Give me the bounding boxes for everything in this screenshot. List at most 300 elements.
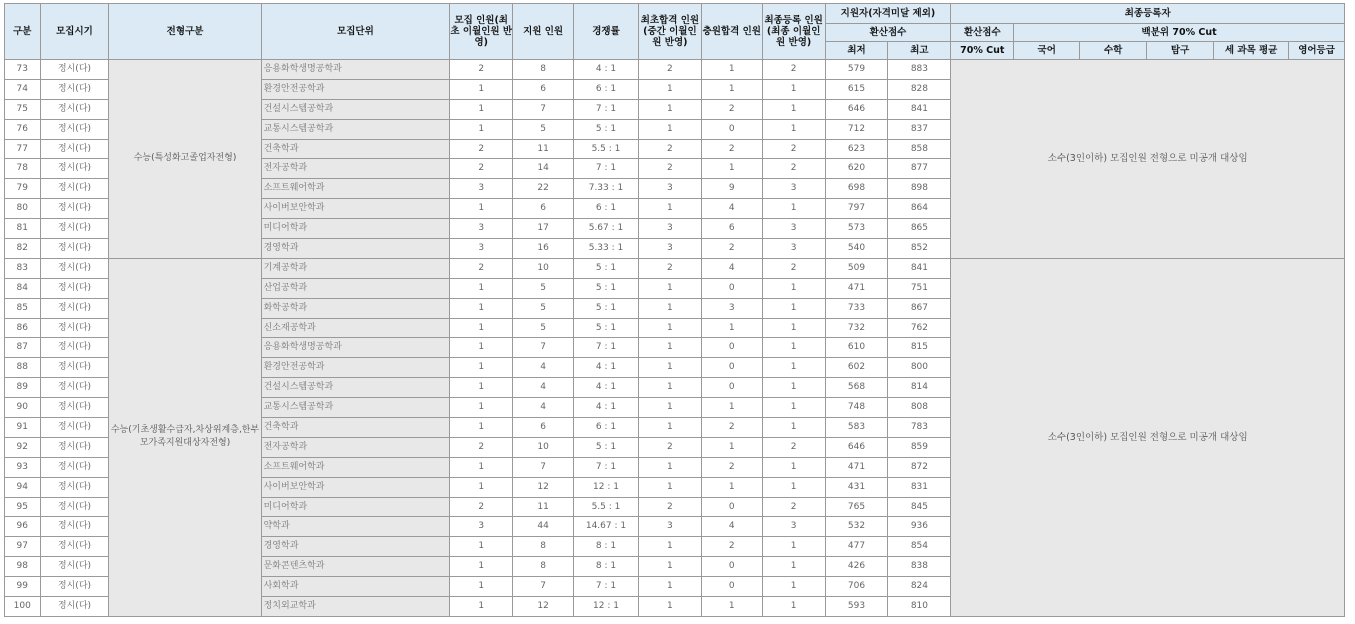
row-initial: 1 xyxy=(638,557,701,577)
row-refill: 2 xyxy=(701,418,762,438)
row-max: 783 xyxy=(888,418,951,438)
header-refill: 충원합격 인원 xyxy=(701,4,762,60)
row-unit: 약학과 xyxy=(261,517,450,537)
row-period: 정시(다) xyxy=(40,597,109,617)
row-min: 568 xyxy=(825,378,888,398)
row-unit: 소프트웨어학과 xyxy=(261,179,450,199)
row-ratio: 7.33 : 1 xyxy=(574,179,639,199)
row-max: 865 xyxy=(888,219,951,239)
row-ratio: 6 : 1 xyxy=(574,79,639,99)
row-ratio: 5 : 1 xyxy=(574,318,639,338)
row-period: 정시(다) xyxy=(40,577,109,597)
row-period: 정시(다) xyxy=(40,298,109,318)
row-refill: 4 xyxy=(701,517,762,537)
row-unit: 화학공학과 xyxy=(261,298,450,318)
row-ratio: 12 : 1 xyxy=(574,477,639,497)
row-no: 100 xyxy=(5,597,41,617)
row-no: 93 xyxy=(5,457,41,477)
row-min: 426 xyxy=(825,557,888,577)
undisclosed-note: 소수(3인이하) 모집인원 전형으로 미공개 대상임 xyxy=(951,60,1345,259)
row-max: 859 xyxy=(888,437,951,457)
row-final: 2 xyxy=(762,159,825,179)
row-min: 477 xyxy=(825,537,888,557)
row-final: 1 xyxy=(762,477,825,497)
row-unit: 사회학과 xyxy=(261,577,450,597)
row-min: 712 xyxy=(825,119,888,139)
row-quota: 1 xyxy=(450,318,513,338)
row-period: 정시(다) xyxy=(40,497,109,517)
row-period: 정시(다) xyxy=(40,537,109,557)
row-initial: 1 xyxy=(638,457,701,477)
row-applicants: 5 xyxy=(513,298,574,318)
row-no: 92 xyxy=(5,437,41,457)
row-initial: 1 xyxy=(638,298,701,318)
row-initial: 1 xyxy=(638,577,701,597)
row-no: 94 xyxy=(5,477,41,497)
row-period: 정시(다) xyxy=(40,258,109,278)
row-min: 732 xyxy=(825,318,888,338)
row-applicants: 5 xyxy=(513,278,574,298)
row-max: 808 xyxy=(888,398,951,418)
row-final: 1 xyxy=(762,199,825,219)
row-no: 97 xyxy=(5,537,41,557)
row-min: 593 xyxy=(825,597,888,617)
row-max: 845 xyxy=(888,497,951,517)
row-applicants: 12 xyxy=(513,477,574,497)
row-max: 828 xyxy=(888,79,951,99)
row-refill: 0 xyxy=(701,497,762,517)
row-period: 정시(다) xyxy=(40,318,109,338)
row-initial: 1 xyxy=(638,79,701,99)
row-unit: 응용화학생명공학과 xyxy=(261,338,450,358)
row-final: 1 xyxy=(762,99,825,119)
row-quota: 1 xyxy=(450,298,513,318)
header-applicants-group: 지원자(자격미달 제외) xyxy=(825,4,951,24)
row-applicants: 7 xyxy=(513,577,574,597)
row-unit: 사이버보안학과 xyxy=(261,199,450,219)
row-initial: 2 xyxy=(638,497,701,517)
row-ratio: 5.67 : 1 xyxy=(574,219,639,239)
row-applicants: 6 xyxy=(513,199,574,219)
row-initial: 1 xyxy=(638,199,701,219)
row-no: 96 xyxy=(5,517,41,537)
row-quota: 1 xyxy=(450,378,513,398)
row-applicants: 11 xyxy=(513,497,574,517)
row-unit: 건설시스템공학과 xyxy=(261,99,450,119)
row-applicants: 8 xyxy=(513,60,574,80)
row-quota: 2 xyxy=(450,139,513,159)
row-quota: 2 xyxy=(450,258,513,278)
row-unit: 문화콘텐츠학과 xyxy=(261,557,450,577)
row-refill: 1 xyxy=(701,398,762,418)
row-no: 86 xyxy=(5,318,41,338)
row-applicants: 4 xyxy=(513,398,574,418)
row-ratio: 6 : 1 xyxy=(574,199,639,219)
row-min: 706 xyxy=(825,577,888,597)
row-min: 431 xyxy=(825,477,888,497)
row-unit: 소프트웨어학과 xyxy=(261,457,450,477)
row-no: 75 xyxy=(5,99,41,119)
row-initial: 1 xyxy=(638,119,701,139)
row-final: 1 xyxy=(762,278,825,298)
row-final: 1 xyxy=(762,358,825,378)
row-final: 1 xyxy=(762,318,825,338)
row-no: 83 xyxy=(5,258,41,278)
row-ratio: 14.67 : 1 xyxy=(574,517,639,537)
row-min: 579 xyxy=(825,60,888,80)
row-initial: 1 xyxy=(638,378,701,398)
admission-type: 수능(특성화고졸업자전형) xyxy=(109,60,261,259)
row-period: 정시(다) xyxy=(40,199,109,219)
row-ratio: 4 : 1 xyxy=(574,398,639,418)
row-unit: 신소재공학과 xyxy=(261,318,450,338)
row-refill: 0 xyxy=(701,358,762,378)
row-applicants: 8 xyxy=(513,557,574,577)
row-refill: 1 xyxy=(701,437,762,457)
row-applicants: 4 xyxy=(513,378,574,398)
row-min: 471 xyxy=(825,278,888,298)
row-max: 864 xyxy=(888,199,951,219)
row-quota: 1 xyxy=(450,338,513,358)
header-avg3: 세 과목 평균 xyxy=(1214,42,1289,60)
row-refill: 2 xyxy=(701,139,762,159)
row-period: 정시(다) xyxy=(40,219,109,239)
row-no: 85 xyxy=(5,298,41,318)
row-no: 79 xyxy=(5,179,41,199)
row-min: 532 xyxy=(825,517,888,537)
row-refill: 1 xyxy=(701,79,762,99)
row-max: 838 xyxy=(888,557,951,577)
table-row xyxy=(5,60,1345,80)
row-initial: 1 xyxy=(638,597,701,617)
row-min: 733 xyxy=(825,298,888,318)
table-body xyxy=(5,60,1345,617)
row-no: 73 xyxy=(5,60,41,80)
row-refill: 2 xyxy=(701,99,762,119)
row-max: 815 xyxy=(888,338,951,358)
header-min: 최저 xyxy=(825,42,888,60)
row-initial: 2 xyxy=(638,60,701,80)
row-max: 858 xyxy=(888,139,951,159)
row-max: 831 xyxy=(888,477,951,497)
row-quota: 1 xyxy=(450,537,513,557)
row-no: 89 xyxy=(5,378,41,398)
row-no: 81 xyxy=(5,219,41,239)
row-applicants: 11 xyxy=(513,139,574,159)
row-ratio: 5 : 1 xyxy=(574,258,639,278)
row-min: 615 xyxy=(825,79,888,99)
row-final: 1 xyxy=(762,338,825,358)
row-quota: 1 xyxy=(450,199,513,219)
header-max: 최고 xyxy=(888,42,951,60)
row-no: 91 xyxy=(5,418,41,438)
row-refill: 2 xyxy=(701,537,762,557)
row-no: 90 xyxy=(5,398,41,418)
row-refill: 0 xyxy=(701,278,762,298)
row-refill: 9 xyxy=(701,179,762,199)
row-max: 898 xyxy=(888,179,951,199)
row-ratio: 5.5 : 1 xyxy=(574,497,639,517)
row-min: 602 xyxy=(825,358,888,378)
header-final-conv-score: 환산점수 xyxy=(951,24,1014,42)
row-no: 77 xyxy=(5,139,41,159)
row-applicants: 10 xyxy=(513,437,574,457)
row-min: 471 xyxy=(825,457,888,477)
row-ratio: 5 : 1 xyxy=(574,119,639,139)
row-ratio: 5.33 : 1 xyxy=(574,239,639,259)
row-initial: 3 xyxy=(638,179,701,199)
row-unit: 산업공학과 xyxy=(261,278,450,298)
row-final: 3 xyxy=(762,219,825,239)
row-min: 509 xyxy=(825,258,888,278)
row-quota: 2 xyxy=(450,60,513,80)
row-min: 646 xyxy=(825,99,888,119)
row-applicants: 5 xyxy=(513,318,574,338)
row-final: 3 xyxy=(762,239,825,259)
row-final: 1 xyxy=(762,577,825,597)
header-no: 구분 xyxy=(5,4,41,60)
row-unit: 경영학과 xyxy=(261,537,450,557)
row-refill: 4 xyxy=(701,258,762,278)
row-quota: 2 xyxy=(450,497,513,517)
row-ratio: 12 : 1 xyxy=(574,597,639,617)
row-max: 810 xyxy=(888,597,951,617)
row-quota: 1 xyxy=(450,418,513,438)
row-unit: 전자공학과 xyxy=(261,437,450,457)
row-final: 1 xyxy=(762,378,825,398)
header-inquiry: 탐구 xyxy=(1147,42,1214,60)
row-min: 646 xyxy=(825,437,888,457)
row-final: 1 xyxy=(762,597,825,617)
row-quota: 3 xyxy=(450,239,513,259)
header-conv-score: 환산점수 xyxy=(825,24,951,42)
row-initial: 1 xyxy=(638,537,701,557)
row-ratio: 4 : 1 xyxy=(574,358,639,378)
row-no: 80 xyxy=(5,199,41,219)
row-refill: 0 xyxy=(701,557,762,577)
row-ratio: 5.5 : 1 xyxy=(574,139,639,159)
row-initial: 3 xyxy=(638,517,701,537)
row-refill: 6 xyxy=(701,219,762,239)
row-period: 정시(다) xyxy=(40,398,109,418)
row-applicants: 12 xyxy=(513,597,574,617)
header-ratio: 경쟁률 xyxy=(574,4,639,60)
row-refill: 0 xyxy=(701,338,762,358)
row-final: 2 xyxy=(762,60,825,80)
row-max: 867 xyxy=(888,298,951,318)
row-final: 1 xyxy=(762,79,825,99)
row-quota: 1 xyxy=(450,597,513,617)
row-period: 정시(다) xyxy=(40,119,109,139)
row-applicants: 22 xyxy=(513,179,574,199)
row-no: 76 xyxy=(5,119,41,139)
row-period: 정시(다) xyxy=(40,418,109,438)
row-refill: 0 xyxy=(701,119,762,139)
row-period: 정시(다) xyxy=(40,517,109,537)
row-quota: 1 xyxy=(450,577,513,597)
undisclosed-note: 소수(3인이하) 모집인원 전형으로 미공개 대상임 xyxy=(951,258,1345,616)
row-ratio: 4 : 1 xyxy=(574,60,639,80)
row-period: 정시(다) xyxy=(40,437,109,457)
row-refill: 1 xyxy=(701,159,762,179)
row-no: 78 xyxy=(5,159,41,179)
row-max: 852 xyxy=(888,239,951,259)
row-final: 1 xyxy=(762,298,825,318)
header-korean: 국어 xyxy=(1014,42,1080,60)
row-final: 2 xyxy=(762,258,825,278)
row-max: 883 xyxy=(888,60,951,80)
row-quota: 1 xyxy=(450,557,513,577)
row-quota: 3 xyxy=(450,179,513,199)
header-percentile: 백분위 70% Cut xyxy=(1014,24,1345,42)
row-quota: 1 xyxy=(450,457,513,477)
row-initial: 2 xyxy=(638,159,701,179)
row-max: 814 xyxy=(888,378,951,398)
row-applicants: 5 xyxy=(513,119,574,139)
row-quota: 1 xyxy=(450,119,513,139)
row-max: 872 xyxy=(888,457,951,477)
row-min: 610 xyxy=(825,338,888,358)
row-final: 2 xyxy=(762,139,825,159)
row-applicants: 7 xyxy=(513,99,574,119)
row-min: 623 xyxy=(825,139,888,159)
header-cut70: 70% Cut xyxy=(951,42,1014,60)
row-ratio: 5 : 1 xyxy=(574,278,639,298)
row-min: 620 xyxy=(825,159,888,179)
row-no: 74 xyxy=(5,79,41,99)
row-applicants: 4 xyxy=(513,358,574,378)
row-refill: 1 xyxy=(701,60,762,80)
row-applicants: 16 xyxy=(513,239,574,259)
row-refill: 4 xyxy=(701,199,762,219)
row-ratio: 6 : 1 xyxy=(574,418,639,438)
row-period: 정시(다) xyxy=(40,99,109,119)
row-period: 정시(다) xyxy=(40,338,109,358)
row-quota: 2 xyxy=(450,437,513,457)
row-unit: 경영학과 xyxy=(261,239,450,259)
row-refill: 1 xyxy=(701,477,762,497)
row-unit: 기계공학과 xyxy=(261,258,450,278)
row-applicants: 7 xyxy=(513,457,574,477)
row-max: 751 xyxy=(888,278,951,298)
row-initial: 3 xyxy=(638,239,701,259)
row-initial: 1 xyxy=(638,418,701,438)
row-period: 정시(다) xyxy=(40,60,109,80)
header-period: 모집시기 xyxy=(40,4,109,60)
header-english: 영어등급 xyxy=(1289,42,1345,60)
row-ratio: 7 : 1 xyxy=(574,99,639,119)
row-initial: 1 xyxy=(638,358,701,378)
row-quota: 2 xyxy=(450,159,513,179)
header-math: 수학 xyxy=(1080,42,1147,60)
row-no: 82 xyxy=(5,239,41,259)
header-applicants: 지원 인원 xyxy=(513,4,574,60)
row-max: 837 xyxy=(888,119,951,139)
row-quota: 3 xyxy=(450,219,513,239)
row-final: 2 xyxy=(762,497,825,517)
row-unit: 정치외교학과 xyxy=(261,597,450,617)
row-initial: 1 xyxy=(638,318,701,338)
row-initial: 1 xyxy=(638,477,701,497)
admission-type: 수능(기초생활수급자,차상위계층,한부모가족지원대상자전형) xyxy=(109,258,261,616)
row-period: 정시(다) xyxy=(40,79,109,99)
row-quota: 1 xyxy=(450,477,513,497)
row-period: 정시(다) xyxy=(40,278,109,298)
header-quota: 모집 인원(최초 이월인원 반영) xyxy=(450,4,513,60)
row-unit: 환경안전공학과 xyxy=(261,79,450,99)
row-ratio: 5 : 1 xyxy=(574,298,639,318)
row-initial: 2 xyxy=(638,437,701,457)
row-no: 99 xyxy=(5,577,41,597)
row-min: 765 xyxy=(825,497,888,517)
row-ratio: 7 : 1 xyxy=(574,338,639,358)
header-unit: 모집단위 xyxy=(261,4,450,60)
row-max: 800 xyxy=(888,358,951,378)
row-final: 2 xyxy=(762,437,825,457)
row-quota: 1 xyxy=(450,99,513,119)
row-quota: 1 xyxy=(450,79,513,99)
row-unit: 사이버보안학과 xyxy=(261,477,450,497)
row-initial: 1 xyxy=(638,278,701,298)
row-initial: 1 xyxy=(638,338,701,358)
table-header xyxy=(5,4,1345,60)
row-refill: 0 xyxy=(701,378,762,398)
row-unit: 응용화학생명공학과 xyxy=(261,60,450,80)
row-period: 정시(다) xyxy=(40,477,109,497)
row-min: 698 xyxy=(825,179,888,199)
row-no: 88 xyxy=(5,358,41,378)
row-initial: 2 xyxy=(638,139,701,159)
row-max: 841 xyxy=(888,258,951,278)
row-min: 797 xyxy=(825,199,888,219)
row-ratio: 7 : 1 xyxy=(574,577,639,597)
row-refill: 0 xyxy=(701,577,762,597)
row-quota: 1 xyxy=(450,278,513,298)
row-max: 824 xyxy=(888,577,951,597)
row-refill: 1 xyxy=(701,318,762,338)
table-row xyxy=(5,258,1345,278)
row-applicants: 8 xyxy=(513,537,574,557)
row-applicants: 7 xyxy=(513,338,574,358)
row-period: 정시(다) xyxy=(40,378,109,398)
row-max: 841 xyxy=(888,99,951,119)
row-initial: 1 xyxy=(638,398,701,418)
row-applicants: 6 xyxy=(513,418,574,438)
row-max: 762 xyxy=(888,318,951,338)
row-max: 854 xyxy=(888,537,951,557)
row-initial: 3 xyxy=(638,219,701,239)
row-initial: 2 xyxy=(638,258,701,278)
row-refill: 3 xyxy=(701,298,762,318)
row-final: 1 xyxy=(762,557,825,577)
row-ratio: 4 : 1 xyxy=(574,378,639,398)
row-no: 84 xyxy=(5,278,41,298)
row-period: 정시(다) xyxy=(40,179,109,199)
row-period: 정시(다) xyxy=(40,457,109,477)
row-final: 1 xyxy=(762,457,825,477)
row-no: 95 xyxy=(5,497,41,517)
row-refill: 2 xyxy=(701,239,762,259)
row-ratio: 8 : 1 xyxy=(574,557,639,577)
row-quota: 1 xyxy=(450,398,513,418)
row-applicants: 44 xyxy=(513,517,574,537)
row-applicants: 10 xyxy=(513,258,574,278)
row-unit: 환경안전공학과 xyxy=(261,358,450,378)
admission-results-table xyxy=(4,3,1345,617)
row-unit: 교통시스템공학과 xyxy=(261,398,450,418)
row-period: 정시(다) xyxy=(40,159,109,179)
row-refill: 2 xyxy=(701,457,762,477)
